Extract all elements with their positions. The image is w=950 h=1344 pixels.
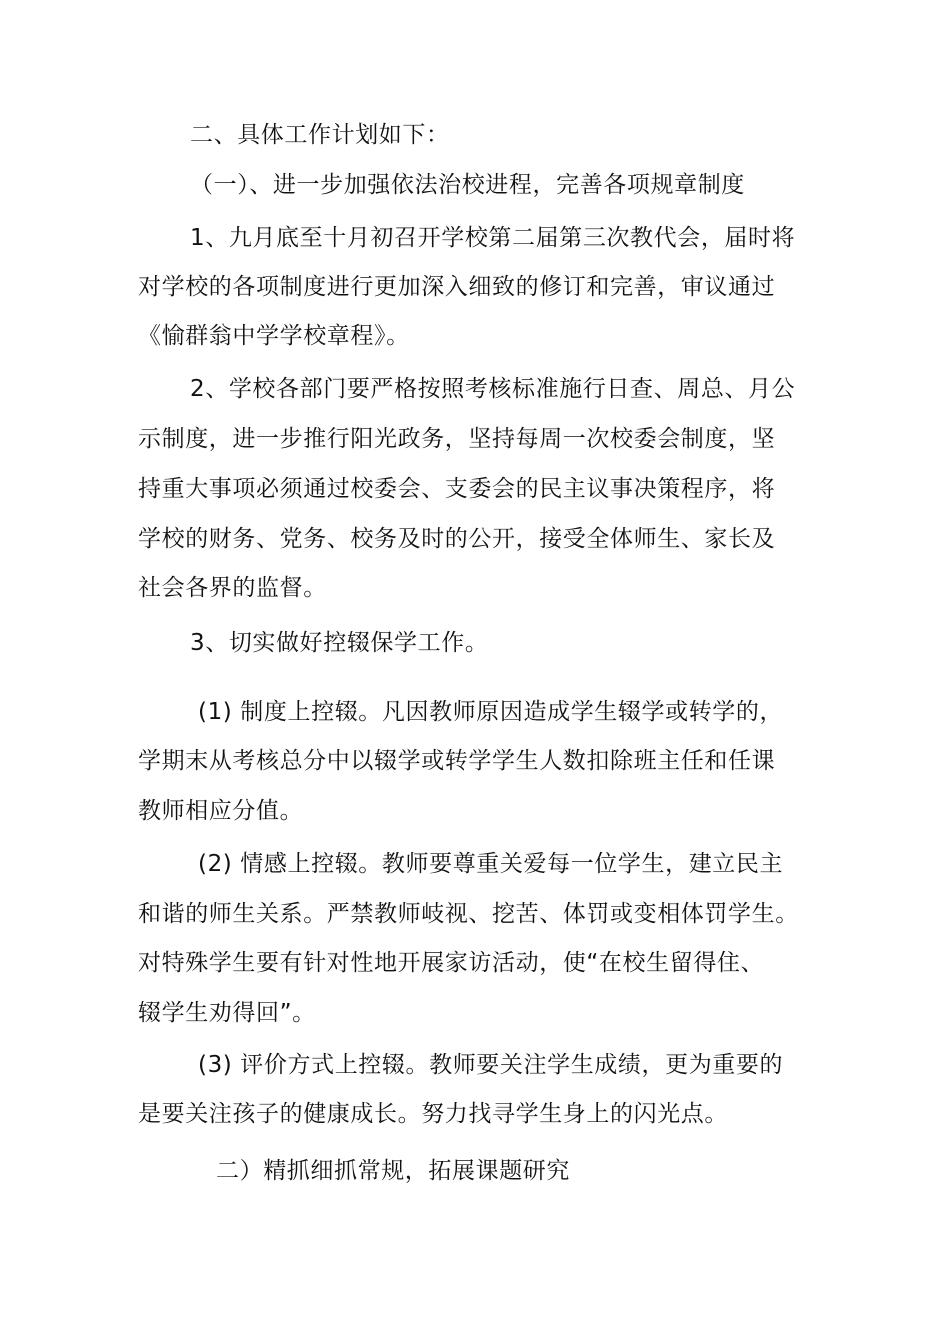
item-2-line-4: 学校的财务、党务、校务及时的公开，接受全体师生、家长及 (138, 526, 776, 552)
sub-2-line-3: 对特殊学生要有针对性地开展家访活动，使“在校生留得住、 (138, 950, 765, 976)
sub-3-line-2: 是要关注孩子的健康成长。努力找寻学生身上的闪光点。 (138, 1101, 728, 1127)
sub-1-line-3: 教师相应分值。 (138, 798, 304, 824)
item-2-line-2: 示制度，进一步推行阳光政务，坚持每周一次校委会制度，坚 (138, 426, 776, 452)
sub-3-line-1: (3) 评价方式上控辍。教师要关注学生成绩，更为重要的 (198, 1052, 784, 1078)
sub-2-line-4: 辍学生劝得回”。 (138, 1000, 316, 1026)
sub-1-line-2: 学期末从考核总分中以辍学或转学学生人数扣除班主任和任课 (138, 748, 776, 774)
section-1-title: （一）、进一步加强依法治校进程，完善各项规章制度 (190, 172, 745, 198)
sub-2-line-2: 和谐的师生关系。严禁教师岐视、挖苦、体罚或变相体罚学生。 (138, 901, 799, 927)
section-heading: 二、具体工作计划如下： (190, 122, 450, 148)
section-2-title: 二）精抓细抓常规，拓展课题研究 (216, 1158, 570, 1184)
item-1-line-3: 《愉群翁中学学校章程》。 (138, 323, 410, 349)
sub-1-line-1: (1) 制度上控辍。凡因教师原因造成学生辍学或转学的， (198, 699, 784, 725)
item-1-line-2: 对学校的各项制度进行更加深入细致的修订和完善，审议通过 (138, 274, 776, 300)
item-2-line-3: 持重大事项必须通过校委会、支委会的民主议事决策程序，将 (138, 476, 776, 502)
item-2-line-5: 社会各界的监督。 (138, 575, 327, 601)
item-3: 3、切实做好控辍保学工作。 (190, 630, 489, 656)
item-1-line-1: 1、九月底至十月初召开学校第二届第三次教代会，届时将 (190, 225, 796, 251)
item-2-line-1: 2、学校各部门要严格按照考核标准施行日查、周总、月公 (190, 376, 796, 402)
sub-2-line-1: (2) 情感上控辍。教师要尊重关爱每一位学生，建立民主 (198, 851, 784, 877)
